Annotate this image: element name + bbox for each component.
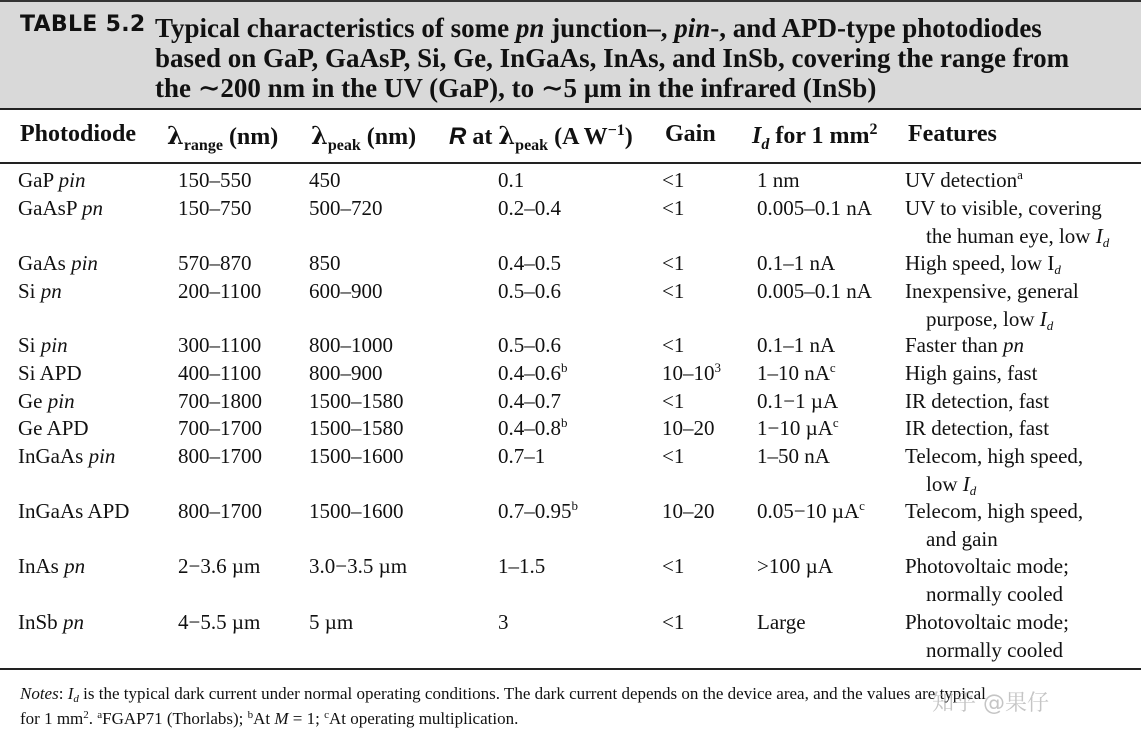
cell-photodiode: Si pn [18,279,62,303]
cell-photodiode: InAs pn [18,554,86,578]
cell-features: UV to visible, covering [905,196,1102,220]
cell-range: 150–550 [178,168,252,192]
cell-responsivity: 0.4–0.7 [498,389,561,413]
cell-features: Inexpensive, general [905,279,1079,303]
cell-dark-current: 0.1–1 nA [757,251,836,275]
cell-photodiode: Si pin [18,333,68,357]
header-photodiode: Photodiode [20,121,137,147]
watermark: 知乎 @果仔 [932,691,1049,716]
header-dark-current: $I_d$ for 1 $mm^2$ [752,121,878,153]
cell-features: IR detection, fast [905,389,1050,413]
table-label: TABLE 5.2 [20,12,146,37]
cell-features-continued: normally cooled [926,582,1064,606]
header-range: $\lambda_{range}$ (nm) [167,121,279,154]
cell-responsivity: 0.7–1 [498,444,546,468]
table-notes [20,681,986,731]
header-peak: $\lambda_{peak}$ (nm) [311,121,417,154]
cell-photodiode: InGaAs pin [18,444,116,468]
bottom-rule [0,668,1141,670]
top-rule [0,108,1141,110]
cell-photodiode: GaP pin [18,168,86,192]
cell-photodiode: InGaAs APD [18,499,130,523]
cell-gain: <1 [662,444,685,468]
cell-features: Faster than pn [905,333,1024,357]
cell-dark-current: 1−10 µA$^c$ [757,415,839,440]
cell-peak: 1500–1580 [309,389,404,413]
cell-features: Telecom, high speed, [905,499,1084,523]
cell-features: IR detection, fast [905,416,1050,440]
cell-features: Photovoltaic mode; [905,610,1069,634]
cell-gain: 10–20 [662,499,715,523]
cell-features-continued: purpose, low $I_d$ [926,307,1054,333]
cell-gain: <1 [662,554,685,578]
cell-gain: <1 [662,196,685,220]
cell-peak: 5 µm [309,610,354,634]
cell-responsivity: 1–1.5 [498,554,546,578]
cell-dark-current: 0.005–0.1 nA [757,279,872,303]
cell-responsivity: 0.4–0.5 [498,251,561,275]
table-caption [0,0,1141,108]
cell-dark-current: 0.05−10 µA$^c$ [757,498,865,523]
cell-gain: <1 [662,333,685,357]
cell-gain: $10-10^3$ [662,360,721,385]
cell-peak: 850 [309,251,341,275]
cell-peak: 600–900 [309,279,383,303]
cell-responsivity: 0.2–0.4 [498,196,561,220]
cell-responsivity: 0.4–0.8$^b$ [498,415,568,440]
cell-responsivity: 0.5–0.6 [498,279,561,303]
cell-peak: 3.0−3.5 µm [309,554,408,578]
cell-dark-current: 0.1−1 µA [757,389,839,413]
cell-photodiode: GaAsP pn [18,196,103,220]
cell-features: High gains, fast [905,361,1038,385]
notes-line-2: for 1 $mm^2$. $^a$FGAP71 (Thorlabs); $^b$At M = 1; $^c$At operating multiplication. [20,709,519,728]
cell-range: 700–1700 [178,416,262,440]
cell-features-continued: low $I_d$ [926,472,977,498]
cell-dark-current: 1 nm [757,168,800,192]
cell-range: 570–870 [178,251,252,275]
notes-line-1: Notes: $I_d$ is the typical dark current under normal operating conditions. The dark current depends on the device area, and the values are typical [20,684,986,705]
cell-features-continued: and gain [926,527,998,551]
cell-dark-current: 0.1–1 nA [757,333,836,357]
cell-photodiode: Si APD [18,361,82,385]
cell-responsivity: 3 [498,610,509,634]
cell-range: 2−3.6 µm [178,554,261,578]
cell-range: 300–1100 [178,333,262,357]
cell-dark-current: 1–50 nA [757,444,830,468]
caption-line-2: based on GaP, GaAsP, Si, Ge, InGaAs, InAs, and InSb, covering the range from [155,43,1070,73]
cell-gain: <1 [662,251,685,275]
cell-range: 150–750 [178,196,252,220]
cell-photodiode: InSb pn [18,610,84,634]
cell-peak: 800–1000 [309,333,393,357]
cell-peak: 450 [309,168,341,192]
cell-responsivity: 0.4–0.6$^b$ [498,360,568,385]
cell-peak: 1500–1580 [309,416,404,440]
cell-peak: 500–720 [309,196,383,220]
header-features: Features [908,121,997,147]
cell-responsivity: 0.7–0.95$^b$ [498,498,578,523]
cell-features: Telecom, high speed, [905,444,1084,468]
cell-dark-current: 1–10 $nA^c$ [757,360,836,385]
cell-range: 700–1800 [178,389,262,413]
cell-responsivity: 0.5–0.6 [498,333,561,357]
cell-dark-current: >100 µA [757,554,833,578]
cell-photodiode: GaAs pin [18,251,98,275]
cell-range: 4−5.5 µm [178,610,261,634]
cell-dark-current: Large [757,610,806,634]
cell-range: 800–1700 [178,444,262,468]
caption-line-3: the ∼200 nm in the UV (GaP), to ∼5 µm in the infrared (InSb) [155,73,877,103]
cell-responsivity: 0.1 [498,168,525,192]
cell-dark-current: 0.005–0.1 nA [757,196,872,220]
cell-photodiode: Ge APD [18,416,89,440]
cell-gain: <1 [662,279,685,303]
cell-range: 800–1700 [178,499,262,523]
cell-photodiode: Ge pin [18,389,75,413]
cell-features: Photovoltaic mode; [905,554,1069,578]
cell-features: UV detection$^a$ [905,167,1023,192]
cell-features: High speed, low $I_d$ [905,251,1061,277]
cell-gain: <1 [662,389,685,413]
cell-range: 400–1100 [178,361,262,385]
cell-features-continued: normally cooled [926,638,1064,662]
header-gain: Gain [665,121,716,147]
cell-peak: 1500–1600 [309,499,404,523]
cell-gain: <1 [662,610,685,634]
header-rule [0,162,1141,164]
cell-peak: 1500–1600 [309,444,404,468]
cell-gain: 10–20 [662,416,715,440]
cell-range: 200–1100 [178,279,262,303]
cell-gain: <1 [662,168,685,192]
caption-line-1: Typical characteristics of some pn junction–, pin-, and APD-type photodiodes [155,13,1042,43]
cell-peak: 800–900 [309,361,383,385]
header-responsivity: R at $\lambda_{peak}$ (A $W^{-1}$) [449,121,633,154]
cell-features-continued: the human eye, low $I_d$ [926,224,1110,250]
